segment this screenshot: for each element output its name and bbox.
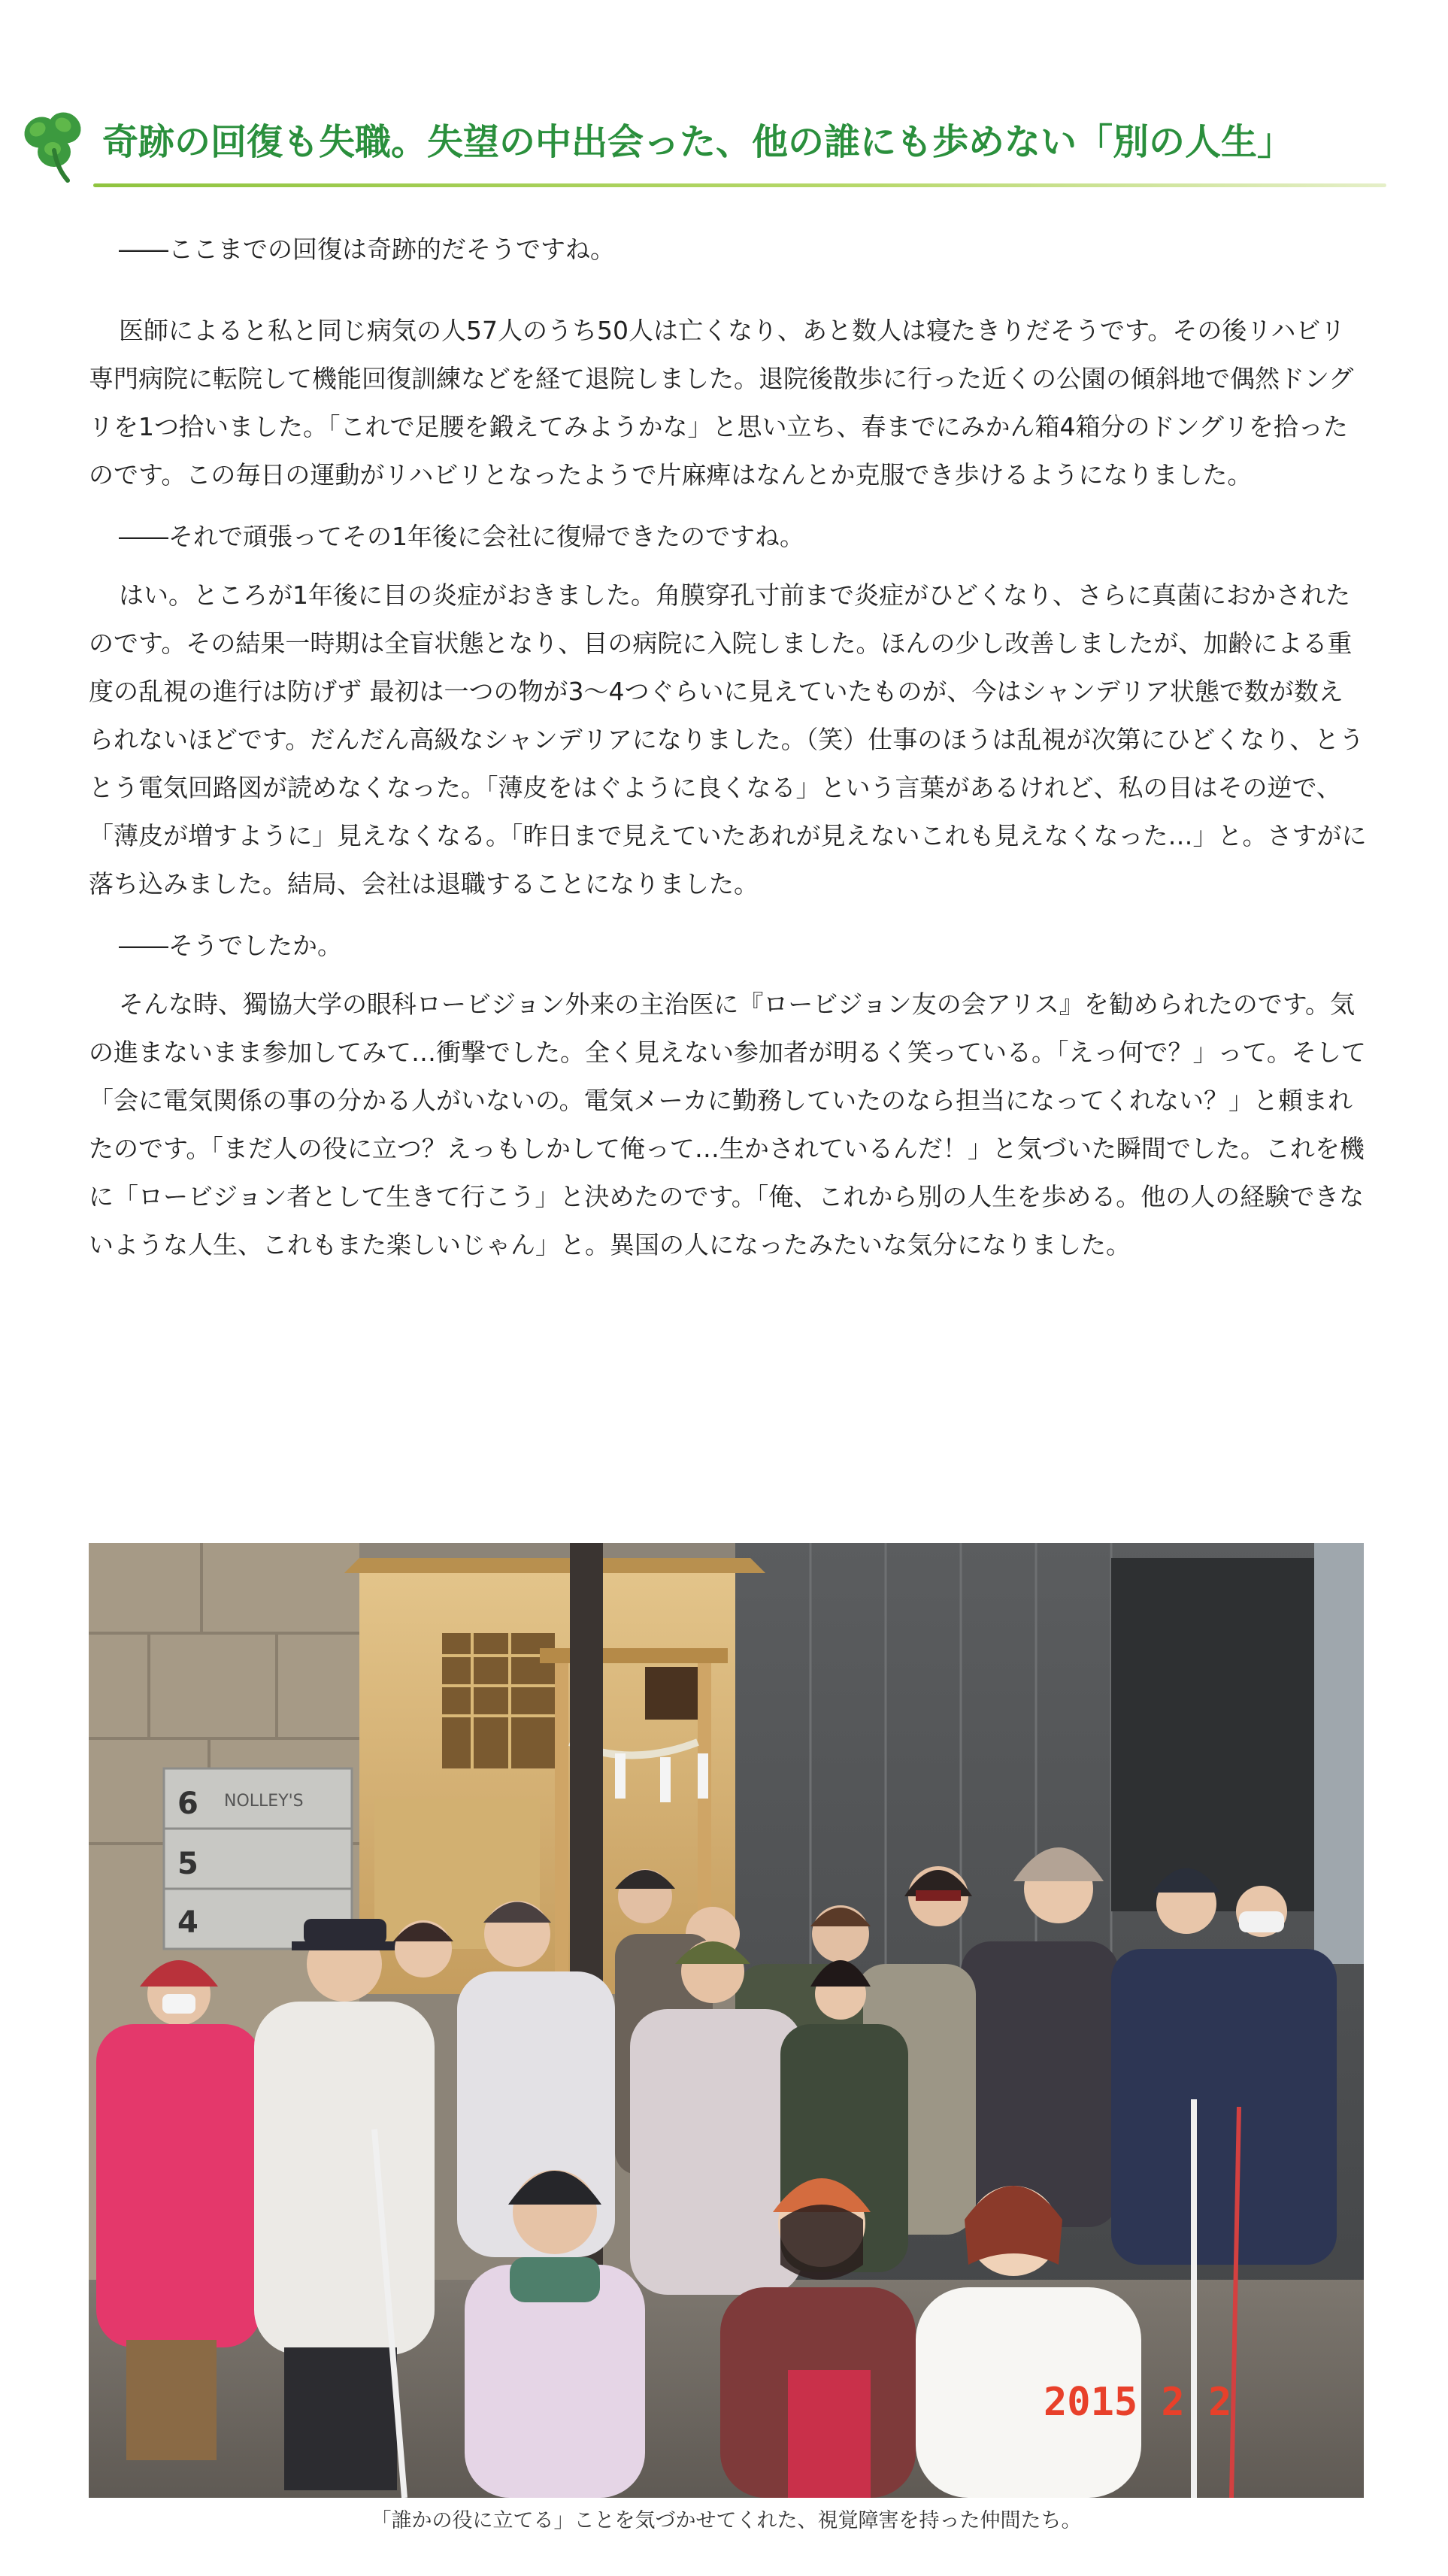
group-photo bbox=[89, 1543, 1364, 2498]
photo-caption: 「誰かの役に立てる」ことを気づかせてくれた、視覚障害を持った仲間たち。 bbox=[371, 2509, 1082, 2532]
sign-floor-5: 5 bbox=[177, 1847, 198, 1881]
sign-tenant-name: NOLLEY'S bbox=[224, 1792, 304, 1811]
answer-paragraph-3: そんな時、獨協大学の眼科ロービジョン外来の主治医に『ロービジョン友の会アリス』を勧められたのです。気の進まないまま参加してみて…衝撃でした。全く見えない参加者が明るく笑っている。「えっ何で？」って。そして「会に電気関係の事の分かる人がいないの。電気メーカに勤務していたのなら担当になってくれない？」と頼まれたのです。「まだ人の役に立つ？えっもしかして俺って…生かされているんだ！」と気づいた瞬間でした。これを機に「ロービジョン者として生きて行こう」と決めたのです。「俺、これから別の人生を歩める。他の人の経験できないような人生、これもまた楽しいじゃん」と。異国の人になったみたいな気分になりました。 bbox=[89, 989, 1366, 1259]
interviewer-question-1: ――ここまでの回復は奇跡的だそうですね。 bbox=[119, 235, 615, 264]
answer-paragraph-1: 医師によると私と同じ病気の人57人のうち50人は亡くなり、あと数人は寝たきりだそうです。その後リハビリ専門病院に転院して機能回復訓練などを経て退院しました。退院後散歩に行った近くの公園の傾斜地で偶然ドングリを1つ拾いました。「これで足腰を鍛えてみようかな」と思い立ち、春までにみかん箱4箱分のドングリを拾ったのです。この毎日の運動がリハビリとなったようで片麻痺はなんとか克服でき歩けるようになりました。 bbox=[89, 316, 1354, 489]
clover-icon bbox=[18, 105, 90, 183]
sign-floor-6: 6 bbox=[177, 1787, 198, 1821]
sign-floor-4: 4 bbox=[177, 1905, 198, 1940]
section-heading bbox=[18, 105, 1371, 195]
group-photo-illustration bbox=[89, 1543, 1364, 2498]
pink-coat bbox=[96, 2024, 262, 2347]
interview-article bbox=[89, 226, 1367, 1283]
answer-paragraph-2: はい。ところが1年後に目の炎症がおきました。角膜穿孔寸前まで炎症がひどくなり、さらに真菌におかされたのです。その結果一時期は全盲状態となり、目の病院に入院しました。ほんの少し改善しましたが、加齢による重度の乱視の進行は防げず 最初は一つの物が3～4つぐらいに見えていたものが、今はシャンデリア状態で数が数えられないほどです。だんだん高級なシャンデリアになりました。（笑）仕事のほうは乱視が次第にひどくなり、とうとう電気回路図が読めなくなった。「薄皮をはぐように良くなる」という言葉があるけれど、私の目はその逆で、「薄皮が増すように」見えなくなる。「昨日まで見えていたあれが見えないこれも見えなくなった…」と。さすがに落ち込みました。結局、会社は退職することになりました。 bbox=[89, 580, 1367, 899]
heading-underline bbox=[93, 183, 1386, 187]
interviewer-question-2: ――それで頑張ってその1年後に会社に復帰できたのですね。 bbox=[119, 522, 804, 551]
heading-title: 奇跡の回復も失職。失望の中出会った、他の誰にも歩めない「別の人生」 bbox=[102, 121, 1294, 163]
interviewer-question-3: ――そうでしたか。 bbox=[119, 931, 342, 960]
white-jacket bbox=[254, 2002, 435, 2355]
photo-date-stamp: 2015 2 2 bbox=[1044, 2380, 1232, 2425]
